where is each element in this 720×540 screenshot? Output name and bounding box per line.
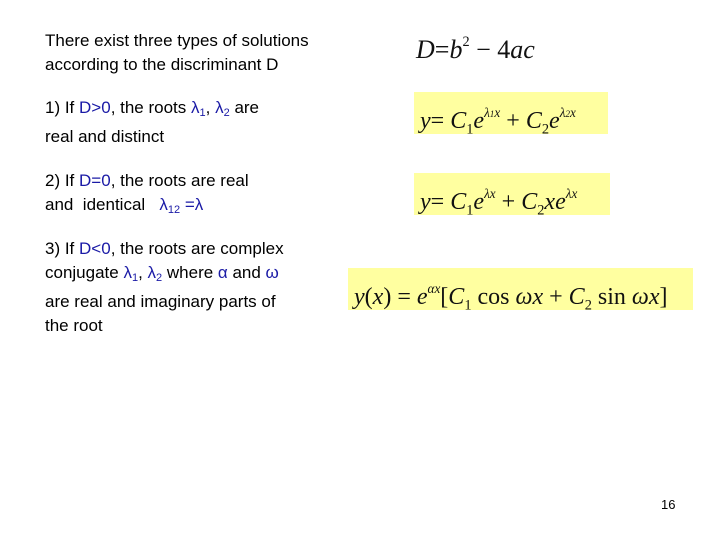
case-2-line-1: 2) If D=0, the roots are real [45, 171, 249, 190]
case-2-text [45, 169, 249, 222]
case-1-condition: D>0 [79, 98, 111, 117]
page-number: 16 [661, 497, 676, 512]
case-1-line-2: real and distinct [45, 127, 165, 146]
case-3-text [45, 237, 284, 338]
case-3-line-1: 3) If D<0, the roots are complex [45, 239, 284, 258]
case-3-line-2: conjugate $\lambda_1$, $\lambda_2$ where α and ω [45, 263, 279, 284]
case-1-line-1: 1) If D>0, the roots $\lambda_1$, $\lambda_2$ are [45, 98, 260, 119]
formula-complex-roots: $y(x) = e^{\alpha x}[C_1$ $\cos \omega x + C_2$ sin ωx] [348, 268, 693, 310]
case-2-condition: D=0 [79, 171, 111, 190]
case-3-line-4: the root [45, 316, 103, 335]
case-1-text [45, 96, 259, 149]
case-3-line-3: are real and imaginary parts of [45, 292, 276, 311]
intro-line-1: There exist three types of solutions [45, 31, 309, 50]
discriminant-formula: $D=b^2 - 4ac$ [416, 34, 535, 65]
intro-text [45, 29, 309, 77]
formula-identical-roots: $y= C_1e^{\lambda x} + C_2xe^{\lambda x}$ [414, 173, 610, 215]
case-2-line-2: and identical $\lambda_{12} =\lambda$ [45, 195, 204, 216]
case-3-condition: D<0 [79, 239, 111, 258]
formula-distinct-roots: $y= C_1e^{\lambda 1x} + C_2e^{\lambda 2x}$ [414, 92, 608, 134]
intro-line-2: according to the discriminant D [45, 55, 279, 74]
